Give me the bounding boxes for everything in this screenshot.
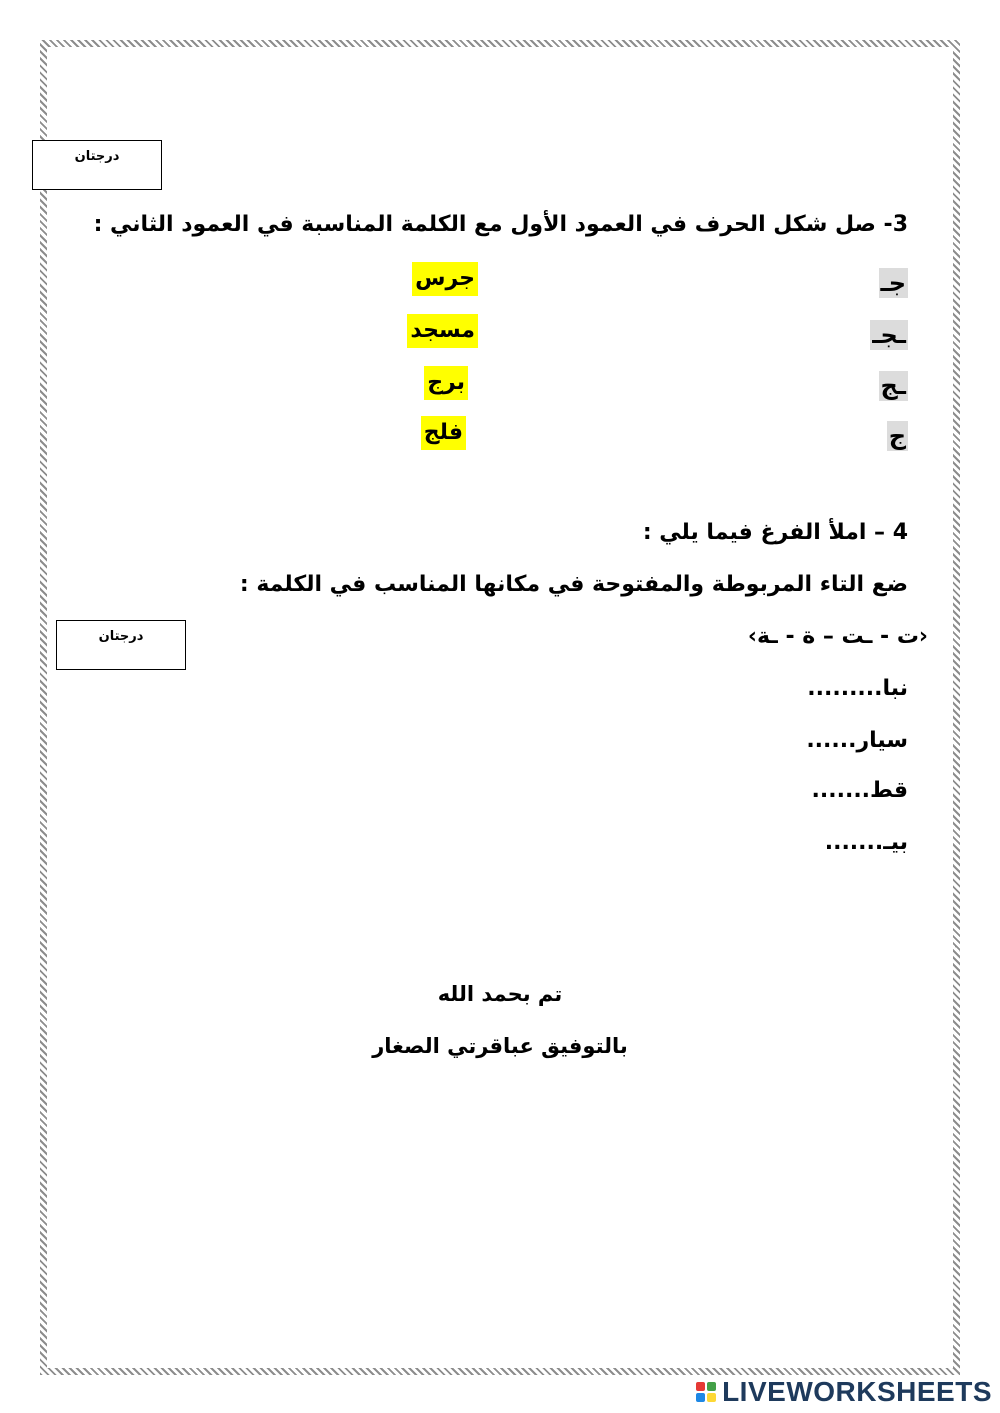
fill-item-bayt[interactable]: بيـ....... (824, 830, 908, 855)
liveworksheets-logo-icon (696, 1382, 716, 1402)
letter-initial: جـ (880, 269, 906, 297)
liveworksheets-brand[interactable] (696, 1375, 992, 1409)
letter-medial: ـجـ (872, 321, 906, 349)
word-masjid[interactable]: مسجد (407, 314, 478, 348)
word-falaj[interactable]: فلج (421, 416, 466, 450)
liveworksheets-wordmark: LIVEWORKSHEETS (722, 1376, 992, 1407)
closing-line2: بالتوفيق عباقرتي الصغار (372, 1034, 628, 1058)
question4-instruction: ضع التاء المربوطة والمفتوحة في مكانها المناسب في الكلمة : (239, 572, 908, 597)
word-burj[interactable]: برج (424, 366, 468, 400)
logo-square-green (707, 1382, 716, 1391)
question3-title: 3- صل شكل الحرف في العمود الأول مع الكلمة المناسبة في العمود الثاني : (93, 212, 908, 237)
word-jaras[interactable]: جرس (412, 262, 478, 296)
fill-item-nabat[interactable]: نبا......... (807, 676, 908, 701)
logo-square-blue (696, 1393, 705, 1402)
grade-box-question4: درجتان (56, 620, 186, 670)
grade-box-question3: درجتان (32, 140, 162, 190)
fill-item-qitta[interactable]: قط....... (811, 778, 908, 803)
logo-square-red (696, 1382, 705, 1391)
logo-square-yellow (707, 1393, 716, 1402)
question4-title: 4 – املأ الفرغ فيما يلي : (642, 520, 908, 545)
closing-line1: تم بحمد الله (437, 982, 563, 1006)
fill-item-sayyara[interactable]: سيار...... (806, 728, 908, 753)
letter-options: ‹ت - ـت – ة - ـة› (747, 624, 928, 649)
letter-isolated: ج (888, 422, 906, 450)
page-border (40, 40, 960, 1375)
letter-final: ـج (880, 372, 906, 400)
